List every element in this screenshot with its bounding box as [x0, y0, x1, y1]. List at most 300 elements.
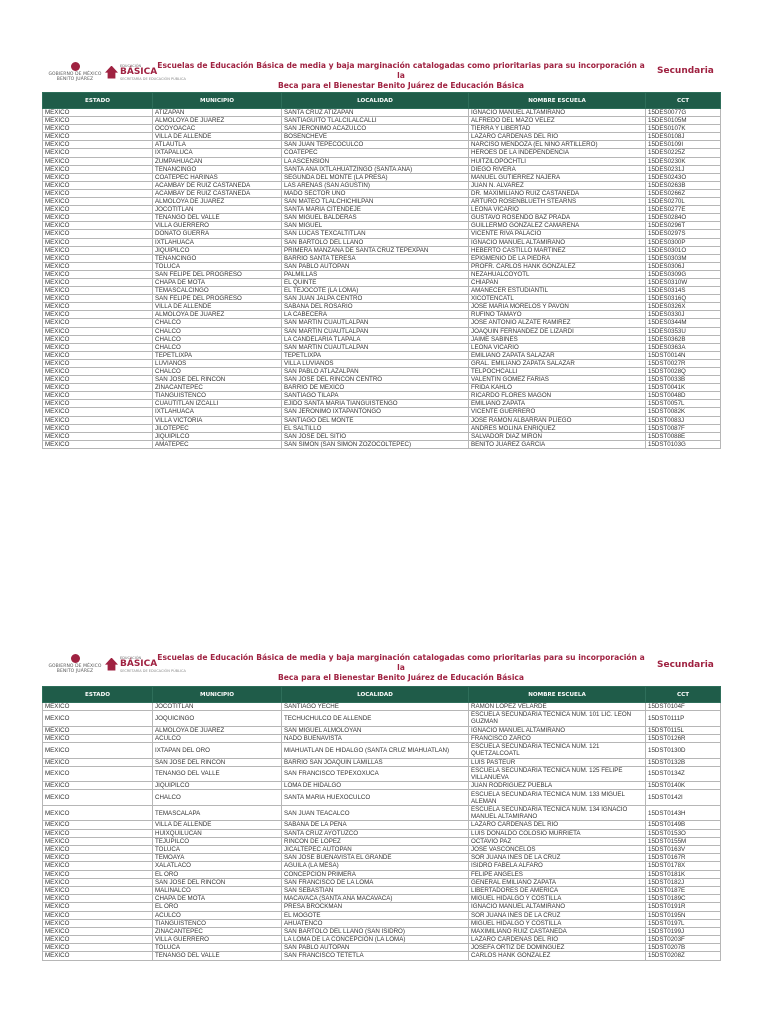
table-row	[43, 109, 721, 117]
logo-big-text: BÁSICA	[120, 66, 158, 77]
cell-municipio: SAN JOSE DEL RINCON	[153, 758, 282, 766]
cell-localidad: BOSENCHEVE	[282, 133, 469, 141]
cell-nombre-escuela: XICOTENCATL	[469, 295, 646, 303]
cell-nombre-escuela: RUFINO TAMAYO	[469, 311, 646, 319]
logo-line: BENITO JUÁREZ	[56, 669, 94, 674]
cell-cct: 15DES0107K	[646, 125, 721, 133]
cell-nombre-escuela: JAIME SABINES	[469, 335, 646, 343]
cell-cct: 15DES0296T	[646, 222, 721, 230]
school-level-label: Secundaria	[657, 66, 714, 76]
table-row	[43, 157, 721, 165]
cell-nombre-escuela: RICARDO FLORES MAGON	[469, 392, 646, 400]
table-row	[43, 343, 721, 351]
table-row	[43, 181, 721, 189]
cell-nombre-escuela: LAZARO CARDENAS DEL RIO	[469, 133, 646, 141]
column-header-estado: ESTADO	[43, 687, 153, 703]
cell-cct: 15DST0115L	[646, 726, 721, 734]
cell-localidad: SANTA MARIA HUEXOCULCO	[282, 790, 469, 806]
cell-cct: 15DST0028Q	[646, 368, 721, 376]
cell-nombre-escuela: FELIPE ANGELES	[469, 870, 646, 878]
cell-nombre-escuela: NEZAHUALCOYOTL	[469, 270, 646, 278]
table-row	[43, 782, 721, 790]
cell-cct: 15DST0153O	[646, 829, 721, 837]
table-row	[43, 440, 721, 448]
cell-estado: MEXICO	[43, 782, 153, 790]
table-row	[43, 141, 721, 149]
cell-municipio: TENANGO DEL VALLE	[153, 952, 282, 960]
cell-nombre-escuela: JOSE ANTONIO ALZATE RAMIREZ	[469, 319, 646, 327]
cell-estado: MEXICO	[43, 837, 153, 845]
cell-localidad: SANTA ANA IXTLAHUATZINGO (SANTA ANA)	[282, 165, 469, 173]
cell-nombre-escuela: EMILIANO ZAPATA	[469, 400, 646, 408]
cell-estado: MEXICO	[43, 886, 153, 894]
cell-municipio: VILLA GUERRERO	[153, 936, 282, 944]
cell-localidad: LOMA DE HIDALGO	[282, 782, 469, 790]
table-row	[43, 262, 721, 270]
cell-localidad: NADO BUENAVISTA	[282, 734, 469, 742]
table-row	[43, 878, 721, 886]
table-row	[43, 408, 721, 416]
cell-localidad: LA CANDELARIA TLAPALA	[282, 335, 469, 343]
cell-estado: MEXICO	[43, 392, 153, 400]
cell-cct: 15DES0309G	[646, 270, 721, 278]
cell-nombre-escuela: DR. MAXIMILIANO RUIZ CASTANEDA	[469, 189, 646, 197]
cell-nombre-escuela: ESCUELA SECUNDARIA TECNICA NUM. 121 QUETZALCOATL	[469, 743, 646, 759]
graduation-cap-icon	[105, 658, 118, 671]
cell-municipio: HUIXQUILUCAN	[153, 829, 282, 837]
table-row	[43, 870, 721, 878]
cell-municipio: OCOYOACAC	[153, 125, 282, 133]
cell-municipio: JILOTEPEC	[153, 424, 282, 432]
cell-estado: MEXICO	[43, 133, 153, 141]
cell-localidad: VILLA LUVIANOS	[282, 359, 469, 367]
cell-cct: 15DES0330J	[646, 311, 721, 319]
cell-municipio: TIANGUISTENCO	[153, 919, 282, 927]
cell-municipio: JOCOTITLAN	[153, 703, 282, 711]
cell-localidad: EL MOGOTE	[282, 911, 469, 919]
page-header	[0, 640, 768, 690]
cell-estado: MEXICO	[43, 711, 153, 727]
cell-municipio: TIANGUISTENCO	[153, 392, 282, 400]
title-line-1: Escuelas de Educación Básica de media y baja marginación catalogadas como prioritarias para su incorporación a la	[157, 653, 645, 672]
cell-municipio: XALATLACO	[153, 862, 282, 870]
cell-municipio: TEMASCALCINGO	[153, 287, 282, 295]
cell-nombre-escuela: MAXIMILIANO RUIZ CASTANEDA	[469, 927, 646, 935]
cell-municipio: TEJUPILCO	[153, 837, 282, 845]
cell-nombre-escuela: HUITZILOPOCHTLI	[469, 157, 646, 165]
page-1	[0, 0, 768, 448]
cell-localidad: MADO SECTOR UNO	[282, 189, 469, 197]
cell-nombre-escuela: ESCUELA SECUNDARIA TECNICA NUM. 133 MIGUEL ALEMAN	[469, 790, 646, 806]
eagle-seal-icon	[71, 62, 80, 71]
cell-estado: MEXICO	[43, 408, 153, 416]
table-row	[43, 198, 721, 206]
cell-localidad: SAN JUAN TEACALCO	[282, 805, 469, 821]
cell-localidad: SAN PABLO ATLAZALPAN	[282, 368, 469, 376]
cell-estado: MEXICO	[43, 327, 153, 335]
cell-cct: 15DES0310W	[646, 278, 721, 286]
cell-nombre-escuela: CARLOS HANK GONZALEZ	[469, 952, 646, 960]
cell-estado: MEXICO	[43, 829, 153, 837]
cell-estado: MEXICO	[43, 189, 153, 197]
table-row	[43, 125, 721, 133]
table-row	[43, 886, 721, 894]
cell-cct: 15DST0181K	[646, 870, 721, 878]
cell-estado: MEXICO	[43, 311, 153, 319]
cell-cct: 15DST0130D	[646, 743, 721, 759]
table-row	[43, 846, 721, 854]
cell-estado: MEXICO	[43, 726, 153, 734]
cell-localidad: BARRIO SANTA TERESA	[282, 254, 469, 262]
cell-localidad: RINCON DE LOPEZ	[282, 837, 469, 845]
table-row	[43, 919, 721, 927]
cell-estado: MEXICO	[43, 384, 153, 392]
cell-nombre-escuela: HEROES DE LA INDEPENDENCIA	[469, 149, 646, 157]
table-row	[43, 829, 721, 837]
cell-estado: MEXICO	[43, 805, 153, 821]
cell-nombre-escuela: GUSTAVO ROSENDO BAZ PRADA	[469, 214, 646, 222]
cell-localidad: SANTIAGUITO TLALCILALCALLI	[282, 117, 469, 125]
cell-cct: 15DES0306J	[646, 262, 721, 270]
cell-estado: MEXICO	[43, 117, 153, 125]
cell-estado: MEXICO	[43, 198, 153, 206]
cell-municipio: AMATEPEC	[153, 440, 282, 448]
cell-cct: 15DST0041K	[646, 384, 721, 392]
cell-localidad: TECHUCHULCO DE ALLENDE	[282, 711, 469, 727]
cell-cct: 15DST0142I	[646, 790, 721, 806]
cell-nombre-escuela: SALVADOR DIAZ MIRON	[469, 432, 646, 440]
cell-municipio: VILLA DE ALLENDE	[153, 821, 282, 829]
cell-nombre-escuela: PROFR. CARLOS HANK GONZALEZ	[469, 262, 646, 270]
cell-cct: 15DST0207B	[646, 944, 721, 952]
cell-nombre-escuela: LEONA VICARIO	[469, 343, 646, 351]
cell-municipio: IXTLAHUACA	[153, 408, 282, 416]
cell-municipio: JOQUICINGO	[153, 711, 282, 727]
cell-estado: MEXICO	[43, 270, 153, 278]
cell-localidad: LA ASCENSION	[282, 157, 469, 165]
cell-estado: MEXICO	[43, 911, 153, 919]
cell-cct: 15DST0014N	[646, 351, 721, 359]
page-header	[0, 0, 768, 92]
cell-municipio: JIQUIPILCO	[153, 432, 282, 440]
cell-estado: MEXICO	[43, 319, 153, 327]
cell-nombre-escuela: BENITO JUAREZ GARCIA	[469, 440, 646, 448]
cell-localidad: CONCEPCION PRIMERA	[282, 870, 469, 878]
cell-municipio: ALMOLOYA DE JUAREZ	[153, 198, 282, 206]
table-row	[43, 432, 721, 440]
cell-estado: MEXICO	[43, 246, 153, 254]
cell-cct: 15DES0077G	[646, 109, 721, 117]
cell-estado: MEXICO	[43, 400, 153, 408]
cell-estado: MEXICO	[43, 303, 153, 311]
cell-localidad: LAS ARENAS (SAN AGUSTIN)	[282, 181, 469, 189]
cell-nombre-escuela: GENERAL EMILIANO ZAPATA	[469, 878, 646, 886]
cell-cct: 15DST0143H	[646, 805, 721, 821]
table-row	[43, 711, 721, 727]
cell-nombre-escuela: ALFREDO DEL MAZO VELEZ	[469, 117, 646, 125]
cell-localidad: SEGUNDA DEL MONTE (LA PRESA)	[282, 173, 469, 181]
cell-cct: 15DES0231J	[646, 165, 721, 173]
cell-cct: 15DES0284O	[646, 214, 721, 222]
cell-municipio: ACAMBAY DE RUIZ CASTANEDA	[153, 181, 282, 189]
government-logo	[50, 654, 100, 674]
table-row	[43, 805, 721, 821]
cell-municipio: JOCOTITLAN	[153, 206, 282, 214]
cell-localidad: SAN MIGUEL ALMOLOYAN	[282, 726, 469, 734]
cell-nombre-escuela: IGNACIO MANUEL ALTAMIRANO	[469, 109, 646, 117]
cell-localidad: SAN JERONIMO ACAZULCO	[282, 125, 469, 133]
column-header-localidad: LOCALIDAD	[282, 93, 469, 109]
table-row	[43, 837, 721, 845]
cell-nombre-escuela: OCTAVIO PAZ	[469, 837, 646, 845]
logo-big-text: BÁSICA	[120, 658, 158, 669]
table-row	[43, 165, 721, 173]
cell-municipio: TENANCINGO	[153, 254, 282, 262]
table-row	[43, 424, 721, 432]
cell-estado: MEXICO	[43, 821, 153, 829]
cell-localidad: SAN JUAN TEPECOCULCO	[282, 141, 469, 149]
cell-cct: 15DST0178X	[646, 862, 721, 870]
cell-estado: MEXICO	[43, 743, 153, 759]
table-row	[43, 862, 721, 870]
cell-nombre-escuela: LAZARO CARDENAS DEL RIO	[469, 936, 646, 944]
cell-estado: MEXICO	[43, 368, 153, 376]
column-header-nombre-escuela: NOMBRE ESCUELA	[469, 93, 646, 109]
cell-estado: MEXICO	[43, 895, 153, 903]
table-row	[43, 117, 721, 125]
cell-municipio: VILLA DE ALLENDE	[153, 133, 282, 141]
cell-nombre-escuela: IGNACIO MANUEL ALTAMIRANO	[469, 238, 646, 246]
cell-cct: 15DES0316Q	[646, 295, 721, 303]
cell-estado: MEXICO	[43, 854, 153, 862]
logo-sub-text: SECRETARÍA DE EDUCACIÓN PÚBLICA	[120, 668, 186, 673]
table-row	[43, 944, 721, 952]
table-row	[43, 911, 721, 919]
table-row	[43, 376, 721, 384]
cell-estado: MEXICO	[43, 416, 153, 424]
cell-municipio: ZINACANTEPEC	[153, 927, 282, 935]
cell-municipio: TOLUCA	[153, 262, 282, 270]
cell-municipio: ZINACANTEPEC	[153, 384, 282, 392]
cell-localidad: SAN BARTOLO DEL LLANO (SAN ISIDRO)	[282, 927, 469, 935]
cell-estado: MEXICO	[43, 790, 153, 806]
table-row	[43, 416, 721, 424]
cell-localidad: SAN BARTOLO DEL LLANO	[282, 238, 469, 246]
table-row	[43, 149, 721, 157]
cell-localidad: BARRIO SAN JOAQUIN LAMILLAS	[282, 758, 469, 766]
cell-localidad: PALMILLAS	[282, 270, 469, 278]
table-row	[43, 189, 721, 197]
cell-nombre-escuela: SOR JUANA INES DE LA CRUZ	[469, 911, 646, 919]
cell-cct: 15DST0140K	[646, 782, 721, 790]
logo-line: GOBIERNO DE MÉXICO	[48, 664, 102, 669]
cell-cct: 15DES0353U	[646, 327, 721, 335]
cell-cct: 15DES0297S	[646, 230, 721, 238]
table-row	[43, 133, 721, 141]
cell-nombre-escuela: JOSE VASCONCELOS	[469, 846, 646, 854]
cell-estado: MEXICO	[43, 862, 153, 870]
table-row	[43, 790, 721, 806]
cell-nombre-escuela: MIGUEL HIDALGO Y COSTILLA	[469, 919, 646, 927]
table-row	[43, 384, 721, 392]
cell-municipio: SAN FELIPE DEL PROGRESO	[153, 270, 282, 278]
cell-nombre-escuela: HEBERTO CASTILLO MARTINEZ	[469, 246, 646, 254]
cell-municipio: CHALCO	[153, 335, 282, 343]
table-row	[43, 270, 721, 278]
cell-cct: 15DST0088E	[646, 432, 721, 440]
document-title	[156, 653, 646, 683]
table-row	[43, 319, 721, 327]
cell-nombre-escuela: ESCUELA SECUNDARIA TECNICA NUM. 134 IGNACIO MANUEL ALTAMIRANO	[469, 805, 646, 821]
cell-localidad: SAN SIMON (SAN SIMON ZOZOCOLTEPEC)	[282, 440, 469, 448]
cell-cct: 15DST0191R	[646, 903, 721, 911]
table-row	[43, 368, 721, 376]
cell-municipio: ACULCO	[153, 734, 282, 742]
cell-localidad: SAN MARTIN CUAUTLALPAN	[282, 327, 469, 335]
cell-municipio: CHALCO	[153, 327, 282, 335]
cell-municipio: SAN JOSE DEL RINCON	[153, 376, 282, 384]
cell-estado: MEXICO	[43, 181, 153, 189]
cell-cct: 15DST0195N	[646, 911, 721, 919]
cell-estado: MEXICO	[43, 878, 153, 886]
cell-cct: 15DST0182J	[646, 878, 721, 886]
cell-municipio: CUAUTITLAN IZCALLI	[153, 400, 282, 408]
cell-municipio: EL ORO	[153, 903, 282, 911]
cell-cct: 15DES0326X	[646, 303, 721, 311]
cell-cct: 15DST0187E	[646, 886, 721, 894]
cell-cct: 15DST0111P	[646, 711, 721, 727]
cell-nombre-escuela: VALENTIN GOMEZ FARIAS	[469, 376, 646, 384]
table-row	[43, 214, 721, 222]
cell-localidad: SAN JERONIMO IXTAPANTONGO	[282, 408, 469, 416]
cell-localidad: AHUATENCO	[282, 919, 469, 927]
table-row	[43, 173, 721, 181]
cell-localidad: COATEPEC	[282, 149, 469, 157]
cell-nombre-escuela: ARTURO ROSENBLUETH STEARNS	[469, 198, 646, 206]
cell-municipio: MALINALCO	[153, 886, 282, 894]
table-row	[43, 952, 721, 960]
cell-municipio: CHAPA DE MOTA	[153, 278, 282, 286]
cell-municipio: TENANGO DEL VALLE	[153, 214, 282, 222]
cell-localidad: SANTIAGO DEL MONTE	[282, 416, 469, 424]
cell-nombre-escuela: RAMON LOPEZ VELARDE	[469, 703, 646, 711]
cell-cct: 15DST0132B	[646, 758, 721, 766]
cell-estado: MEXICO	[43, 944, 153, 952]
cell-municipio: SAN FELIPE DEL PROGRESO	[153, 295, 282, 303]
cell-localidad: PRIMERA MANZANA DE SANTA CRUZ TEPEXPAN	[282, 246, 469, 254]
cell-nombre-escuela: LIBERTADORES DE AMERICA	[469, 886, 646, 894]
cell-municipio: ACULCO	[153, 911, 282, 919]
cell-nombre-escuela: ISIDRO FABELA ALFARO	[469, 862, 646, 870]
cell-estado: MEXICO	[43, 295, 153, 303]
cell-cct: 15DST0126R	[646, 734, 721, 742]
school-level-label: Secundaria	[657, 660, 714, 670]
cell-municipio: JIQUIPILCO	[153, 782, 282, 790]
cell-localidad: PRESA BROCKMAN	[282, 903, 469, 911]
cell-cct: 15DES0270L	[646, 198, 721, 206]
cell-municipio: TOLUCA	[153, 944, 282, 952]
table-row	[43, 246, 721, 254]
cell-localidad: SANTA CRUZ AYOTUZCO	[282, 829, 469, 837]
table-row	[43, 327, 721, 335]
table-row	[43, 335, 721, 343]
cell-localidad: LA LOMA DE LA CONCEPCION (LA LOMA)	[282, 936, 469, 944]
schools-table	[42, 686, 721, 961]
cell-municipio: ALMOLOYA DE JUAREZ	[153, 117, 282, 125]
table-row	[43, 287, 721, 295]
cell-cct: 15DES0277E	[646, 206, 721, 214]
cell-localidad: SAN JOSE DEL RINCON CENTRO	[282, 376, 469, 384]
cell-localidad: SABANA DEL ROSARIO	[282, 303, 469, 311]
cell-cct: 15DES0344M	[646, 319, 721, 327]
logo-line: BENITO JUÁREZ	[56, 77, 94, 82]
cell-municipio: VILLA GUERRERO	[153, 222, 282, 230]
cell-localidad: MACAVACA (SANTA ANA MACAVACA)	[282, 895, 469, 903]
cell-nombre-escuela: GRAL. EMILIANO ZAPATA SALAZAR	[469, 359, 646, 367]
cell-estado: MEXICO	[43, 125, 153, 133]
page-2	[0, 640, 768, 960]
table-row	[43, 927, 721, 935]
table-row	[43, 703, 721, 711]
cell-localidad: MIAHUATLAN DE HIDALGO (SANTA CRUZ MIAHUATLAN)	[282, 743, 469, 759]
graduation-cap-icon	[105, 66, 118, 79]
title-line-2: Beca para el Bienestar Benito Juárez de Educación Básica	[277, 673, 525, 682]
cell-cct: 15DST0103G	[646, 440, 721, 448]
cell-municipio: CHALCO	[153, 790, 282, 806]
cell-cct: 15DST0027R	[646, 359, 721, 367]
column-header-cct: CCT	[646, 687, 721, 703]
cell-nombre-escuela: VICENTE GUERRERO	[469, 408, 646, 416]
document-title	[156, 61, 646, 91]
cell-localidad: EJIDO SANTA MARIA TIANGUISTENGO	[282, 400, 469, 408]
cell-municipio: TENANGO DEL VALLE	[153, 766, 282, 782]
cell-localidad: SANTIAGO TILAPA	[282, 392, 469, 400]
cell-cct: 15DES0303M	[646, 254, 721, 262]
cell-estado: MEXICO	[43, 287, 153, 295]
cell-cct: 15DST0197L	[646, 919, 721, 927]
cell-estado: MEXICO	[43, 936, 153, 944]
table-row	[43, 222, 721, 230]
cell-municipio: ALMOLOYA DE JUAREZ	[153, 311, 282, 319]
cell-estado: MEXICO	[43, 343, 153, 351]
table-row	[43, 766, 721, 782]
eagle-seal-icon	[71, 654, 80, 663]
cell-cct: 15DES0314S	[646, 287, 721, 295]
government-logo	[50, 62, 100, 82]
cell-cct: 15DST0104F	[646, 703, 721, 711]
cell-cct: 15DES0363A	[646, 343, 721, 351]
logo-line: GOBIERNO DE MÉXICO	[48, 72, 102, 77]
cell-cct: 15DST0163V	[646, 846, 721, 854]
cell-estado: MEXICO	[43, 927, 153, 935]
cell-localidad: EL QUINTE	[282, 278, 469, 286]
table-row	[43, 400, 721, 408]
cell-estado: MEXICO	[43, 173, 153, 181]
cell-nombre-escuela: ESCUELA SECUNDARIA TECNICA NUM. 125 FELIPE VILLANUEVA	[469, 766, 646, 782]
cell-cct: 15DST0189C	[646, 895, 721, 903]
cell-municipio: CHALCO	[153, 368, 282, 376]
cell-localidad: SAN SEBASTIAN	[282, 886, 469, 894]
logo-small-text: EDUCACIÓN	[120, 63, 142, 68]
cell-estado: MEXICO	[43, 766, 153, 782]
cell-cct: 15DES0243O	[646, 173, 721, 181]
cell-nombre-escuela: LUIS PASTEUR	[469, 758, 646, 766]
cell-nombre-escuela: EPIGMENIO DE LA PIEDRA	[469, 254, 646, 262]
cell-cct: 15DST0203F	[646, 936, 721, 944]
cell-localidad: SANTA MARIA CITENDEJE	[282, 206, 469, 214]
cell-cct: 15DST0082K	[646, 408, 721, 416]
cell-municipio: IXTLAHUACA	[153, 238, 282, 246]
